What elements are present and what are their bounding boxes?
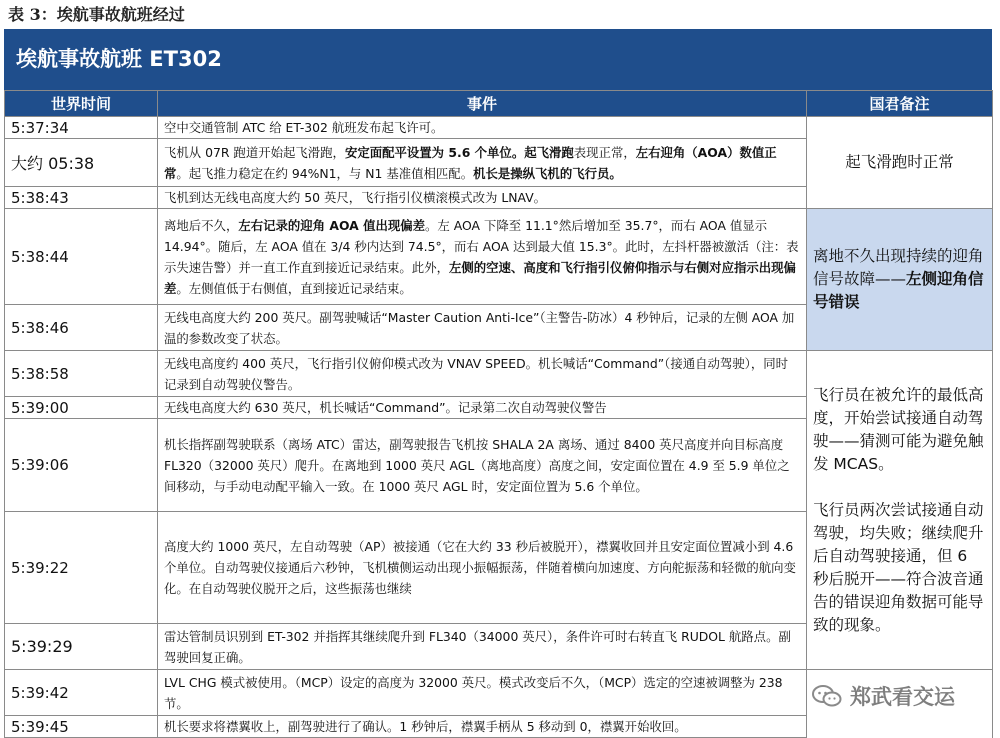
text-segment: 。起飞推力稳定在约 94%N1，与 N1 基准值相匹配。 [176, 165, 474, 181]
watermark [812, 681, 955, 711]
event-cell [158, 209, 807, 305]
text-segment: 离地不久出现持续的迎角信号故障—— [813, 247, 984, 288]
event-cell [158, 187, 807, 209]
event-cell [158, 716, 807, 738]
header-row [5, 91, 993, 117]
table-caption: 表 3：埃航事故航班经过 [8, 5, 185, 24]
time-cell: 5:39:00 [5, 397, 158, 419]
emphasis-text: 左侧的空速、高度和飞行指引仪俯仰指示与右侧对应指示出现偏差 [164, 259, 796, 296]
text-segment: 。左 AOA 下降至 11.1°然后增加至 35.7°，而右 AOA 值显示 14.94°。随后，左 AOA 值在 3/4 秒内达到 74.5°，而右 AOA 达到最大值 15.3°。此时，左抖杆器被激活（注：表示失速告警）并一直工作直到接近记录结束。此外， [164, 217, 799, 275]
text-segment: 飞机到达无线电高度大约 50 英尺，飞行指引仪横滚模式改为 LNAV。 [164, 190, 547, 205]
text-segment: LVL CHG 模式被使用。（MCP）设定的高度为 32000 英尺。模式改变后不久，（MCP）选定的空速被调整为 238 节。 [164, 674, 783, 711]
emphasis-text: 安定面配平设置为 5.6 个单位。起飞滑跑 [344, 144, 574, 160]
text-segment: 无线电高度大约 630 英尺，机长喊话“Command”。记录第二次自动驾驶仪警告 [164, 400, 607, 415]
event-cell [158, 305, 807, 351]
event-cell [158, 624, 807, 670]
note-spacer [813, 476, 986, 499]
header-event: 事件 [158, 91, 807, 117]
emphasis-text: 左右迎角（AOA）数值正常 [164, 144, 777, 181]
time-cell: 5:39:42 [5, 670, 158, 716]
emphasis-text: 左侧迎角信号错误 [813, 270, 984, 311]
time-cell: 5:38:58 [5, 351, 158, 397]
header-time: 世界时间 [5, 91, 158, 117]
text-segment: 。左侧值低于右侧值，直到接近记录结束。 [176, 280, 412, 296]
text-segment: 空中交通管制 ATC 给 ET-302 航班发布起飞许可。 [164, 120, 444, 135]
text-segment: 机长要求将襟翼收上，副驾驶进行了确认。1 秒钟后，襟翼手柄从 5 移动到 0，襟翼开始收回。 [164, 719, 687, 734]
text-segment: 离地后不久， [164, 217, 239, 233]
time-cell: 5:38:43 [5, 187, 158, 209]
note-aoa-fault [807, 209, 993, 351]
chat-bubble-icon [812, 684, 842, 708]
time-cell: 5:39:06 [5, 419, 158, 512]
flight-title-banner: 埃航事故航班 ET302 [4, 29, 992, 90]
text-segment: 飞机从 07R 跑道开始起飞滑跑， [164, 144, 345, 160]
note-takeoff: 起飞滑跑时正常 [807, 117, 993, 209]
table-row [5, 351, 993, 397]
text-segment: 表现正常， [573, 144, 636, 160]
table-row [5, 209, 993, 305]
note-autopilot-second: 飞行员两次尝试接通自动驾驶，均失败；继续爬升后自动驾驶接通，但 6 秒后脱开——符合波音通告的错误迎角数据可能导致的现象。 [813, 500, 984, 634]
time-cell: 大约 05:38 [5, 139, 158, 187]
time-cell: 5:39:22 [5, 512, 158, 624]
header-note: 国君备注 [807, 91, 993, 117]
event-cell [158, 397, 807, 419]
time-cell: 5:39:45 [5, 716, 158, 738]
text-segment: 高度大约 1000 英尺，左自动驾驶（AP）被接通（它在大约 33 秒后被脱开），襟翼收回并且安定面位置减小到 4.6 个单位。自动驾驶仪接通后六秒钟，飞机横侧运动出现小振幅振荡，伴随着横向加速度、方向舵振荡和轻微的航向变化。在自动驾驶仪脱开之后，这些振荡也继续 [164, 539, 796, 596]
event-cell [158, 117, 807, 139]
event-cell [158, 512, 807, 624]
time-cell: 5:38:44 [5, 209, 158, 305]
event-cell [158, 351, 807, 397]
text-segment: 雷达管制员识别到 ET-302 并指挥其继续爬升到 FL340（34000 英尺），条件许可时右转直飞 RUDOL 航路点。副驾驶回复正确。 [164, 628, 791, 665]
table-row [5, 117, 993, 139]
text-segment: 无线电高度约 400 英尺，飞行指引仪俯仰模式改为 VNAV SPEED。机长喊话“Command”（接通自动驾驶），同时记录到自动驾驶仪警告。 [164, 355, 789, 392]
emphasis-text: 机长是操纵飞机的飞行员。 [473, 165, 622, 181]
event-cell [158, 139, 807, 187]
time-cell: 5:39:29 [5, 624, 158, 670]
text-segment: 机长指挥副驾驶联系（离场 ATC）雷达，副驾驶报告飞机按 SHALA 2A 离场、通过 8400 英尺高度并向目标高度 FL320（32000 英尺）爬升。在离地到 1000 英尺 AGL（离地高度）高度之间，安定面位置在 4.9 至 5.9 单位之间移动，与手动电动配平输入一致。在 1000 英尺 AGL 时，安定面位置为 5.6 个单位。 [164, 436, 790, 494]
event-cell [158, 670, 807, 716]
watermark-text: 郑武看交运 [850, 685, 955, 709]
time-cell: 5:37:34 [5, 117, 158, 139]
events-table [4, 90, 993, 738]
time-cell: 5:38:46 [5, 305, 158, 351]
table-row [5, 716, 993, 738]
note-autopilot-first: 飞行员在被允许的最低高度，开始尝试接通自动驾驶——猜测可能为避免触发 MCAS。 [813, 385, 984, 473]
text-segment: 无线电高度大约 200 英尺。副驾驶喊话“Master Caution Anti-Ice”（主警告-防冰）4 秒钟后，记录的左侧 AOA 加温的参数改变了状态。 [164, 309, 795, 346]
event-cell [158, 419, 807, 512]
note-autopilot [807, 351, 993, 670]
emphasis-text: 左右记录的迎角 AOA 值出现偏差 [238, 217, 426, 233]
